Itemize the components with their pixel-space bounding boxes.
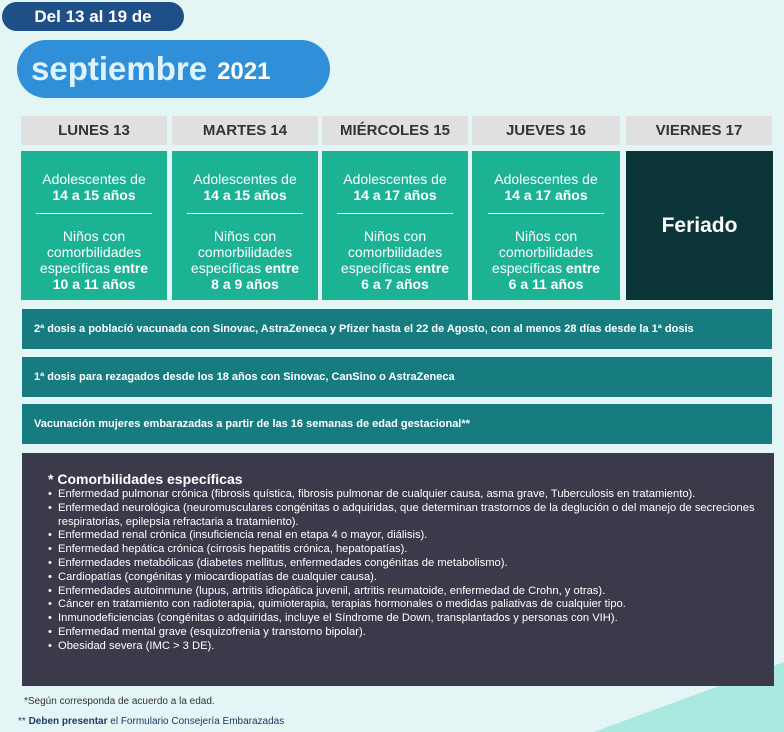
day-label: VIERNES 17 [655, 122, 743, 139]
list-item: • Cáncer en tratamiento con radioterapia, quimioterapia, terapias hormonales o medidas paliativas de cualquier tipo. [48, 598, 762, 612]
day-label: MARTES 14 [202, 122, 288, 139]
day-label: LUNES 13 [58, 122, 130, 139]
month-pill [17, 40, 330, 98]
footnote-form [18, 716, 284, 727]
group2-line3 [40, 260, 148, 276]
group2-line2: comorbilidades [347, 244, 443, 260]
group2-line3 [492, 260, 600, 276]
group1-line1: Adolescentes de [343, 171, 447, 187]
footnote-prefix: ** [18, 716, 29, 727]
group2-line2: comorbilidades [498, 244, 594, 260]
year-text: 2021 [217, 58, 271, 85]
holiday-label: Feriado [661, 213, 738, 237]
month-text: septiembre [31, 50, 208, 87]
comorbidities-title: * Comorbilidades específicas [48, 471, 243, 487]
band-text: 1ª dosis para rezagados desde los 18 años con Sinovac, CanSino o AstraZeneca [34, 371, 455, 383]
group2-line2: comorbilidades [197, 244, 293, 260]
footnote-rest: el Formulario Consejería Embarazadas [107, 716, 285, 727]
day-box-thursday [472, 151, 620, 300]
group2-line3 [191, 260, 299, 276]
group2-line4: 8 a 9 años [211, 276, 279, 292]
group2-line1: Niños con [62, 228, 126, 244]
day-box-monday [21, 151, 167, 300]
band-pregnant [22, 404, 772, 444]
day-header-wednesday [322, 116, 468, 145]
divider [36, 213, 152, 214]
list-item: • Enfermedad renal crónica (insuficiencia renal en etapa 4 o mayor, diálisis). [48, 529, 762, 543]
day-label: JUEVES 16 [505, 122, 587, 139]
day-header-tuesday [172, 116, 318, 145]
band-second-dose [22, 309, 772, 349]
group1-line1: Adolescentes de [42, 171, 146, 187]
list-item: • Enfermedad hepática crónica (cirrosis hepatitis crónica, hepatopatías). [48, 543, 762, 557]
group2-line3-text: específicas [190, 260, 265, 276]
week-range-pill [2, 2, 184, 31]
day-box-friday-holiday [626, 151, 773, 300]
list-item: • Enfermedades autoinmune (lupus, artritis idiopática juvenil, artritis reumatoide, enfermedad de Crohn, y otras). [48, 585, 762, 599]
group1-line1: Adolescentes de [494, 171, 598, 187]
group1-line2: 14 a 17 años [504, 187, 588, 203]
group1-line2: 14 a 17 años [353, 187, 437, 203]
group2-line4: 6 a 11 años [508, 276, 584, 292]
group2-line3-bold: entre [264, 260, 300, 276]
day-label: MIÉRCOLES 15 [339, 122, 451, 139]
group2-line3-bold: entre [565, 260, 601, 276]
group2-line1: Niños con [363, 228, 427, 244]
list-item: • Enfermedad neurológica (neuromusculares congénitas o adquiridas, que determinan trastornos de la deglución o del manejo de secreciones respiratorias, epilepsia refractaria a tratamiento). [48, 502, 762, 530]
list-item: • Inmunodeficiencias (congénitas o adquiridas, incluye el Síndrome de Down, transplantados y personas con VIH). [48, 612, 762, 626]
band-text: 2ª dosis a poblacíó vacunada con Sinovac, AstraZeneca y Pfizer hasta el 22 de Agosto, con al menos 28 días desde la 1ª dosis [34, 323, 694, 335]
group2-line3-text: específicas [491, 260, 566, 276]
list-item: • Obesidad severa (IMC > 3 DE). [48, 640, 762, 654]
group2-line2: comorbilidades [46, 244, 142, 260]
group1-line1: Adolescentes de [193, 171, 297, 187]
band-first-dose [22, 357, 772, 397]
group2-line3-text: específicas [39, 260, 114, 276]
group2-line4: 10 a 11 años [52, 276, 136, 292]
list-item: • Enfermedad pulmonar crónica (fibrosis quística, fibrosis pulmonar de cualquier causa, asma grave, Tuberculosis en tratamiento). [48, 488, 762, 502]
day-box-wednesday [322, 151, 468, 300]
day-header-thursday [472, 116, 620, 145]
day-box-tuesday [172, 151, 318, 300]
group2-line1: Niños con [213, 228, 277, 244]
group2-line3-bold: entre [113, 260, 149, 276]
week-range-text: Del 13 al 19 de [34, 6, 152, 26]
group2-line1: Niños con [514, 228, 578, 244]
group2-line4: 6 a 7 años [361, 276, 429, 292]
group1-line2: 14 a 15 años [52, 187, 136, 203]
divider [488, 213, 604, 214]
band-text: Vacunación mujeres embarazadas a partir de las 16 semanas de edad gestacional** [34, 418, 470, 430]
footnote-age: *Según corresponda de acuerdo a la edad. [24, 696, 215, 707]
list-item: • Enfermedad mental grave (esquizofrenia y transtorno bipolar). [48, 626, 762, 640]
group2-line3-bold: entre [414, 260, 450, 276]
group2-line3 [341, 260, 449, 276]
group1-line2: 14 a 15 años [203, 187, 287, 203]
day-header-friday [626, 116, 772, 145]
comorbidities-list [48, 488, 762, 654]
divider [337, 213, 453, 214]
list-item: • Cardiopatías (congénitas y miocardiopatías de cualquier causa). [48, 571, 762, 585]
footnote-bold: Deben presentar [28, 716, 108, 727]
list-item: • Enfermedades metabólicas (diabetes mellitus, enfermedades congénitas de metabolismo). [48, 557, 762, 571]
divider [187, 213, 303, 214]
comorbidities-panel [22, 453, 774, 686]
group2-line3-text: específicas [340, 260, 415, 276]
day-header-monday [21, 116, 167, 145]
